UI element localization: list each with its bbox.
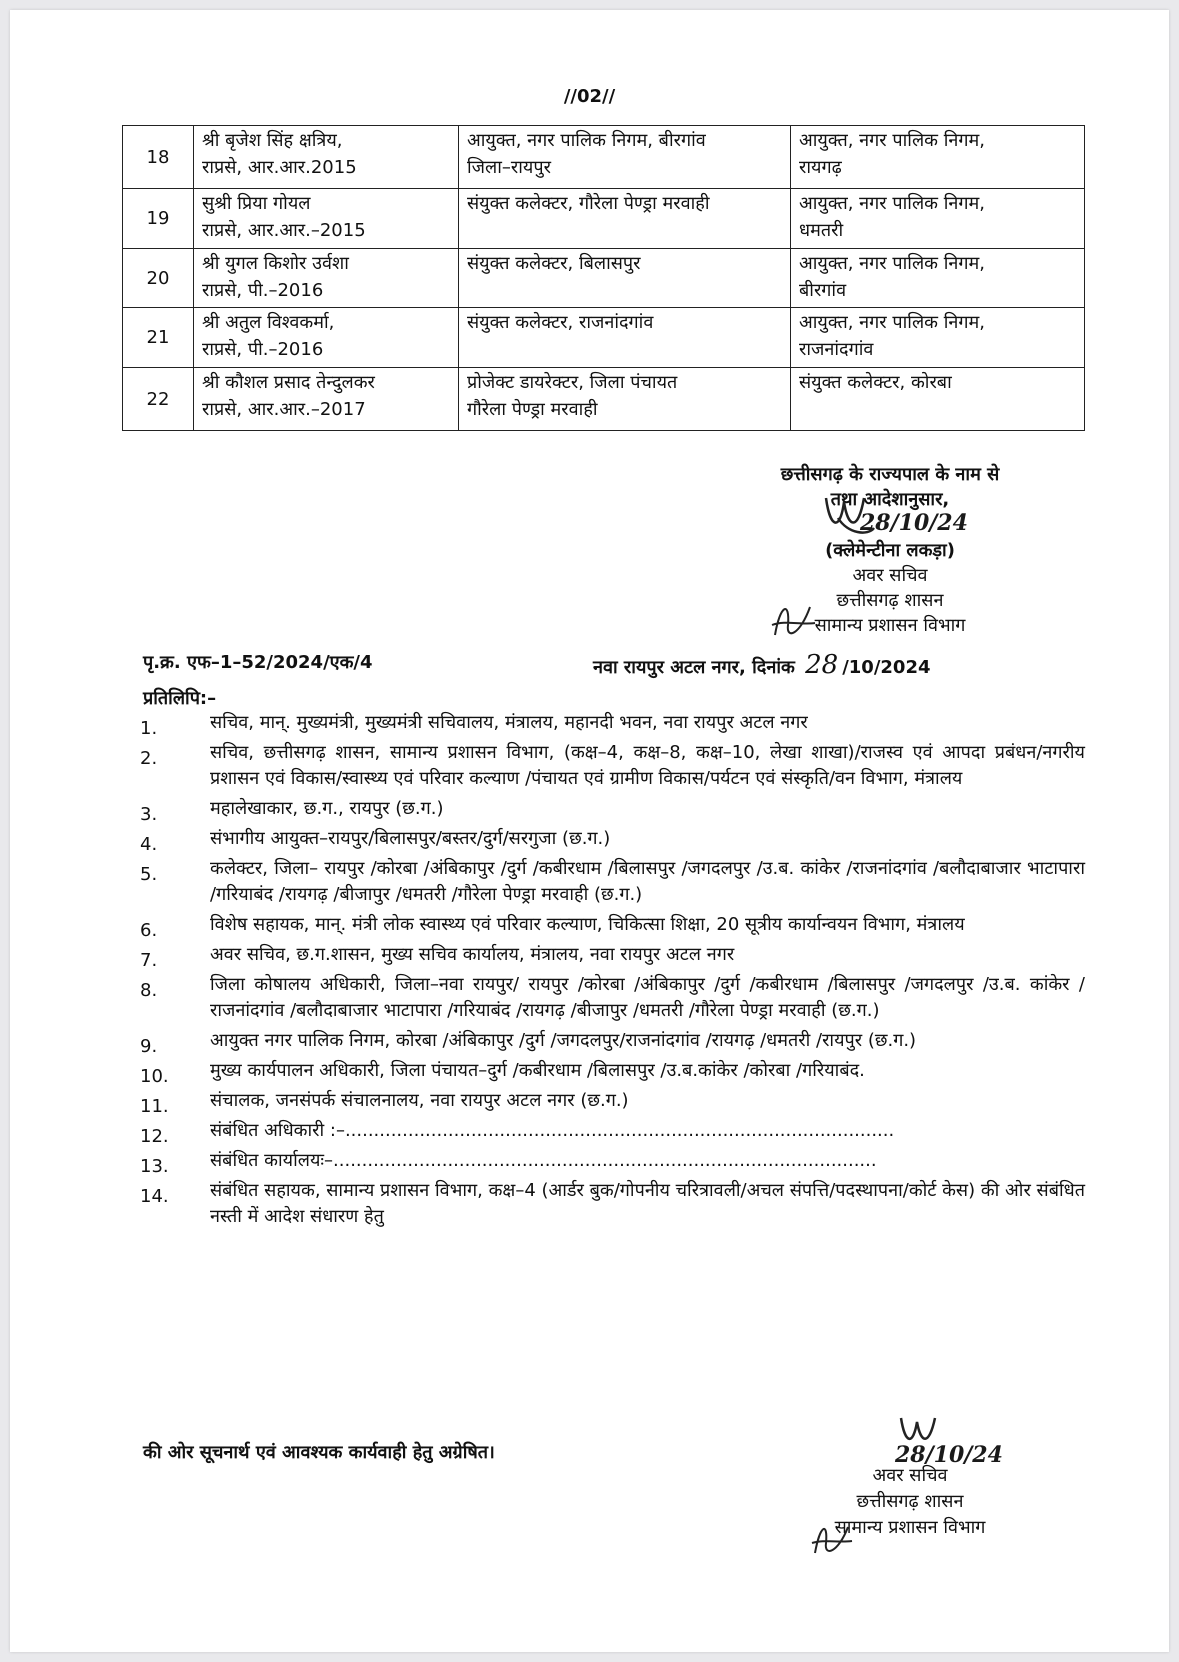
signature-block-2	[730, 1463, 1090, 1541]
current-posting-text: संयुक्त कलेक्टर, राजनांदगांव	[467, 312, 654, 333]
officer-name-text: राप्रसे, आर.आर.–2017	[202, 399, 366, 420]
current-posting-cell	[459, 189, 791, 249]
handwritten-signature-date-1: 28/10/24	[860, 510, 968, 536]
officer-name-text: श्री कौशल प्रसाद तेन्दुलकर	[202, 372, 375, 393]
officer-name-cell	[194, 249, 459, 308]
new-posting-text: संयुक्त कलेक्टर, कोरबा	[799, 372, 952, 393]
current-posting-text: जिला–रायपुर	[467, 157, 551, 178]
list-item	[130, 972, 1085, 1024]
list-item-text: संभागीय आयुक्त–रायपुर/बिलासपुर/बस्तर/दुर्ग/सरगुजा (छ.ग.)	[210, 828, 611, 849]
list-item-text: अवर सचिव, छ.ग.शासन, मुख्य सचिव कार्यालय, मंत्रालय, नवा रायपुर अटल नगर	[210, 944, 735, 965]
handwritten-day: 28	[805, 650, 839, 680]
list-item-number: 8.	[140, 980, 158, 1001]
list-item-text: संचालक, जनसंपर्क संचालनालय, नवा रायपुर अटल नगर (छ.ग.)	[210, 1090, 629, 1111]
new-posting-text: राजनांदगांव	[799, 339, 874, 360]
list-item	[130, 1058, 1085, 1087]
serial-number-cell	[123, 368, 194, 431]
current-posting-cell	[459, 308, 791, 368]
list-item-number: 1.	[140, 718, 158, 739]
new-posting-text: आयुक्त, नगर पालिक निगम,	[799, 312, 985, 333]
serial-number-cell	[123, 189, 194, 249]
list-item-text: जिला कोषालय अधिकारी, जिला–नवा रायपुर/ रायपुर /कोरबा /अंबिकापुर /दुर्ग /कबीरधाम /बिलासपुर /जगदलपुर /उ.ब. कांकेर /राजनांदगांव /बलौदाबाजार भाटापारा /गरियाबंद /रायगढ़ /बीजापुर /धमतरी /गौरेला पेण्ड्रा मरवाही (छ.ग.)	[210, 974, 1085, 1021]
list-item-number: 5.	[140, 864, 158, 885]
list-item	[130, 1118, 1085, 1147]
signature-scribble-1	[818, 488, 878, 538]
table-row	[123, 308, 1085, 368]
initials-scribble-2	[810, 1515, 855, 1560]
officer-name-text: श्री युगल किशोर उर्वशा	[202, 253, 349, 274]
handwritten-signature-date-2: 28/10/24	[895, 1442, 1003, 1468]
list-item-text: महालेखाकार, छ.ग., रायपुर (छ.ग.)	[210, 798, 444, 819]
serial-number-text: 20	[146, 267, 170, 289]
transfer-table	[122, 125, 1085, 431]
forwarding-note: की ओर सूचनार्थ एवं आवश्यक कार्यवाही हेतु अग्रेषित।	[143, 1442, 495, 1463]
new-posting-text: आयुक्त, नगर पालिक निगम,	[799, 253, 985, 274]
initials-scribble-1	[770, 595, 820, 645]
current-posting-cell	[459, 126, 791, 189]
serial-number-text: 21	[146, 327, 170, 348]
officer-name-text: राप्रसे, आर.आर.–2015	[202, 220, 366, 241]
signatory2-govt: छत्तीसगढ़ शासन	[856, 1491, 964, 1512]
list-item	[130, 856, 1085, 908]
list-item-number: 6.	[140, 920, 158, 941]
serial-number-cell	[123, 308, 194, 368]
new-posting-text: आयुक्त, नगर पालिक निगम,	[799, 130, 985, 151]
list-item-number: 7.	[140, 950, 158, 971]
serial-number-text: 19	[146, 208, 170, 229]
table-row	[123, 189, 1085, 249]
list-item-text: सचिव, छत्तीसगढ़ शासन, सामान्य प्रशासन विभाग, (कक्ष–4, कक्ष–8, कक्ष–10, लेखा शाखा)/राजस्व एवं आपदा प्रबंधन/नगरीय प्रशासन एवं विकास/स्वास्थ्य एवं परिवार कल्याण /पंचायत एवं ग्रामीण विकास/पर्यटन एवं संस्कृति/वन विभाग, मंत्रालय	[210, 742, 1085, 789]
place-prefix: नवा रायपुर अटल नगर, दिनांक	[593, 657, 795, 678]
signatory-govt: छत्तीसगढ़ शासन	[836, 590, 944, 611]
list-item-number: 4.	[140, 834, 158, 855]
list-item-number: 14.	[140, 1186, 169, 1207]
page-number: //02//	[563, 86, 616, 107]
new-posting-cell	[791, 126, 1085, 189]
list-item-text: मुख्य कार्यपालन अधिकारी, जिला पंचायत–दुर्ग /कबीरधाम /बिलासपुर /उ.ब.कांकेर /कोरबा /गरियाबंद.	[210, 1060, 865, 1081]
signatory-dept: सामान्य प्रशासन विभाग	[814, 615, 966, 636]
current-posting-text: गौरेला पेण्ड्रा मरवाही	[467, 399, 598, 420]
current-posting-text: प्रोजेक्ट डायरेक्टर, जिला पंचायत	[467, 372, 678, 393]
reference-number: पृ.क्र. एफ–1–52/2024/एक/4	[143, 652, 373, 673]
list-item-number: 3.	[140, 804, 158, 825]
document-page	[10, 10, 1169, 1652]
table-row	[123, 368, 1085, 431]
serial-number-cell	[123, 126, 194, 189]
list-item-text: संबंधित सहायक, सामान्य प्रशासन विभाग, कक्ष–4 (आर्डर बुक/गोपनीय चरित्रावली/अचल संपत्ति/पदस्थापना/कोर्ट केस) की ओर संबंधित नस्ती में आदेश संधारण हेतु	[210, 1180, 1085, 1227]
new-posting-cell	[791, 249, 1085, 308]
list-item-number: 11.	[140, 1096, 169, 1117]
signatory2-dept: सामान्य प्रशासन विभाग	[834, 1517, 986, 1538]
table-row	[123, 249, 1085, 308]
officer-name-cell	[194, 368, 459, 431]
order-line-2: तथा आदेशानुसार,	[830, 489, 950, 510]
list-item-text: संबंधित कार्यालयः–...............................................................................................	[210, 1150, 877, 1171]
officer-name-cell	[194, 308, 459, 368]
new-posting-text: धमतरी	[799, 220, 844, 241]
current-posting-text: संयुक्त कलेक्टर, गौरेला पेण्ड्रा मरवाही	[467, 193, 710, 214]
list-item-text: सचिव, मान्. मुख्यमंत्री, मुख्यमंत्री सचिवालय, मंत्रालय, महानदी भवन, नवा रायपुर अटल नगर	[210, 712, 808, 733]
new-posting-cell	[791, 308, 1085, 368]
place-date	[593, 650, 931, 680]
list-item	[130, 796, 1085, 825]
list-item-number: 10.	[140, 1066, 169, 1087]
signatory-name: (क्लेमेन्टीना लकड़ा)	[825, 540, 955, 561]
signature-scribble-2	[895, 1410, 945, 1455]
new-posting-cell	[791, 368, 1085, 431]
signatory2-designation: अवर सचिव	[872, 1465, 948, 1486]
list-item-number: 12.	[140, 1126, 169, 1147]
list-item-number: 9.	[140, 1036, 158, 1057]
officer-name-text: राप्रसे, आर.आर.2015	[202, 157, 357, 178]
officer-name-cell	[194, 189, 459, 249]
list-item	[130, 740, 1085, 792]
officer-name-cell	[194, 126, 459, 189]
list-item-number: 13.	[140, 1156, 169, 1177]
copy-to-heading: प्रतिलिपि:–	[143, 688, 217, 709]
list-item-number: 2.	[140, 748, 158, 769]
current-posting-text: संयुक्त कलेक्टर, बिलासपुर	[467, 253, 641, 274]
serial-number-cell	[123, 249, 194, 308]
new-posting-text: आयुक्त, नगर पालिक निगम,	[799, 193, 985, 214]
list-item	[130, 942, 1085, 971]
serial-number-text: 18	[146, 146, 170, 168]
governor-order-line: छत्तीसगढ़ के राज्यपाल के नाम से	[780, 464, 1000, 485]
table-row	[123, 126, 1085, 189]
signature-block-1	[690, 462, 1090, 638]
signatory-designation: अवर सचिव	[852, 565, 928, 586]
list-item-text: संबंधित अधिकारी :–................................................................................................	[210, 1120, 895, 1141]
current-posting-text: आयुक्त, नगर पालिक निगम, बीरगांव	[467, 130, 706, 151]
list-item-text: कलेक्टर, जिला– रायपुर /कोरबा /अंबिकापुर /दुर्ग /कबीरधाम /बिलासपुर /जगदलपुर /उ.ब. कांकेर /राजनांदगांव /बलौदाबाजार भाटापारा /गरियाबंद /रायगढ़ /बीजापुर /धमतरी /गौरेला पेण्ड्रा मरवाही (छ.ग.)	[210, 858, 1085, 905]
serial-number-text: 22	[146, 388, 170, 410]
list-item	[130, 1178, 1085, 1230]
current-posting-cell	[459, 368, 791, 431]
list-item	[130, 710, 1085, 739]
officer-name-text: राप्रसे, पी.–2016	[202, 280, 324, 301]
list-item-text: आयुक्त नगर पालिक निगम, कोरबा /अंबिकापुर /दुर्ग /जगदलपुर/राजनांदगांव /रायगढ़ /धमतरी /रायपुर (छ.ग.)	[210, 1030, 917, 1051]
list-item	[130, 912, 1085, 941]
list-item	[130, 826, 1085, 855]
list-item	[130, 1028, 1085, 1057]
current-posting-cell	[459, 249, 791, 308]
officer-name-text: श्री बृजेश सिंह क्षत्रिय,	[202, 130, 343, 151]
list-item-text: विशेष सहायक, मान्. मंत्री लोक स्वास्थ्य एवं परिवार कल्याण, चिकित्सा शिक्षा, 20 सूत्रीय कार्यान्वयन विभाग, मंत्रालय	[210, 914, 965, 935]
new-posting-text: बीरगांव	[799, 280, 847, 301]
copy-to-list	[130, 710, 1085, 1230]
officer-name-text: राप्रसे, पी.–2016	[202, 339, 324, 360]
month-year: /10/2024	[842, 657, 931, 678]
list-item	[130, 1088, 1085, 1117]
new-posting-text: रायगढ़	[799, 157, 842, 178]
new-posting-cell	[791, 189, 1085, 249]
list-item	[130, 1148, 1085, 1177]
officer-name-text: सुश्री प्रिया गोयल	[202, 193, 311, 214]
officer-name-text: श्री अतुल विश्वकर्मा,	[202, 312, 335, 333]
